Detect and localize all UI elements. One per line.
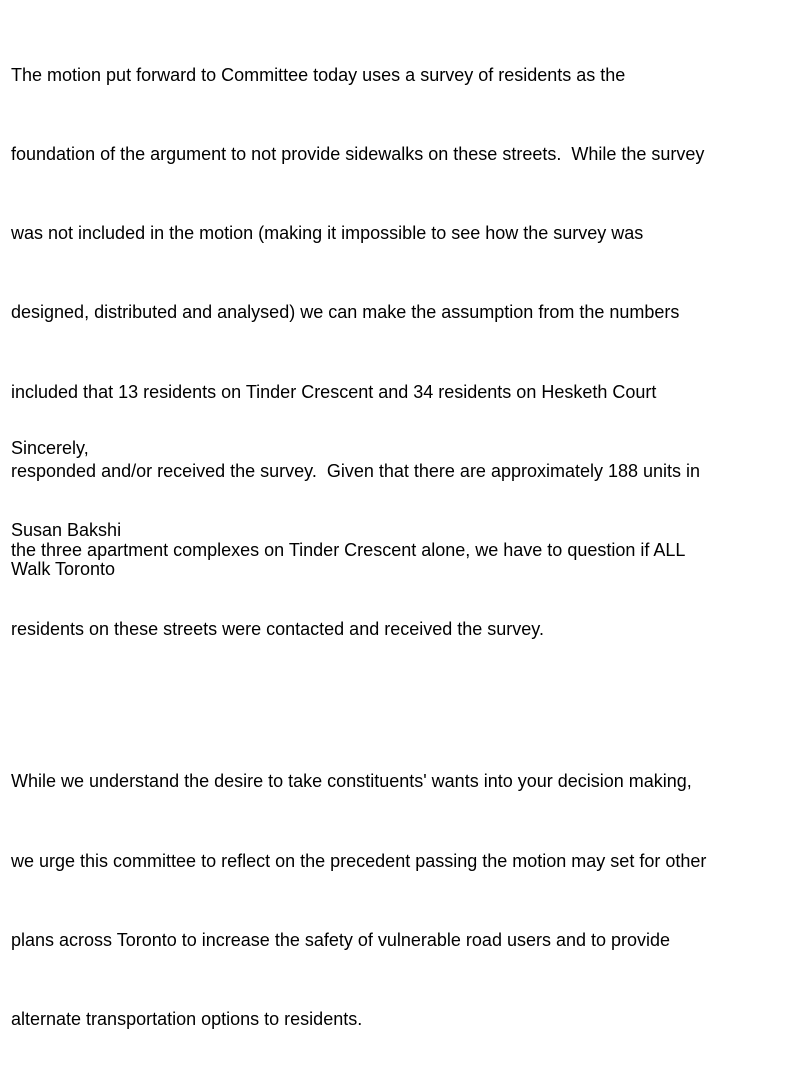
text-line: designed, distributed and analysed) we can make the assumption from the numbers [11,302,680,323]
text-line: responded and/or received the survey. Given that there are approximately 188 units in [11,460,701,481]
text-line: the three apartment complexes on Tinder Crescent alone, we have to question if ALL [11,540,686,561]
text-line: The motion put forward to Committee today uses a survey of residents as the [11,64,626,85]
text-line: While we understand the desire to take constituents' wants into your decision making, [11,771,692,792]
text-line: alternate transportation options to residents. [11,1009,363,1030]
letter-body [11,9,801,1085]
paragraph-urge-committee [11,716,801,1085]
text-line: foundation of the argument to not provide sidewalks on these streets. While the survey [11,144,705,165]
closing-salutation: Sincerely, [11,438,89,458]
text-line: was not included in the motion (making it impossible to see how the survey was [11,223,644,244]
paragraph-survey-concerns [11,9,801,696]
signature-name: Susan Bakshi [11,520,122,540]
text-line: residents on these streets were contacted and received the survey. [11,619,544,640]
text-line: we urge this committee to reflect on the precedent passing the motion may set for other [11,850,707,871]
text-line: included that 13 residents on Tinder Crescent and 34 residents on Hesketh Court [11,381,657,402]
signature-organization: Walk Toronto [11,559,116,579]
text-line: plans across Toronto to increase the safety of vulnerable road users and to provide [11,929,671,950]
